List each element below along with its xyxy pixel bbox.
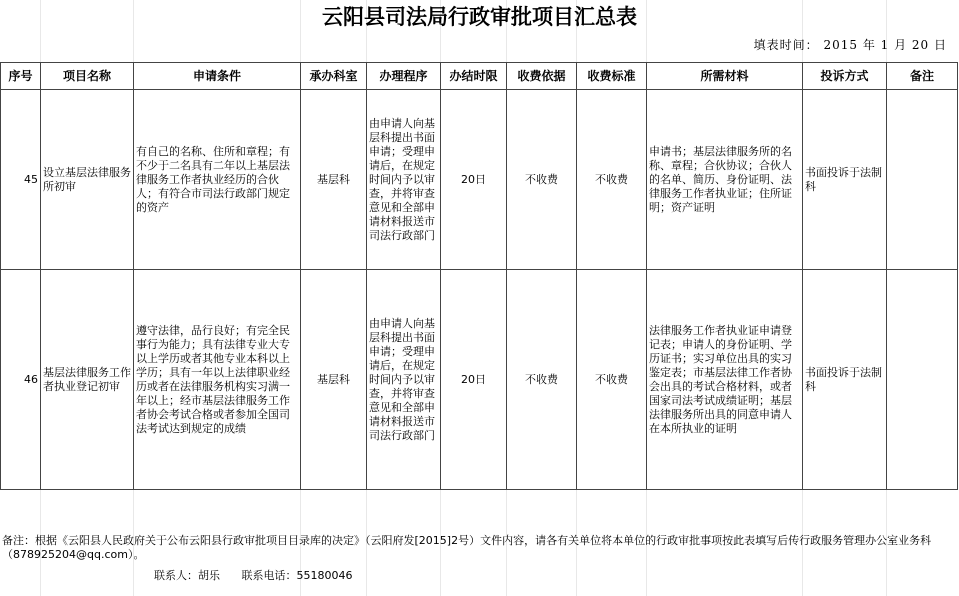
cell-procedure: 由申请人向基层科提出书面申请；受理申请后，在规定时间内予以审查，并将审查意见和全部申请材料报送市司法行政部门 <box>367 270 441 490</box>
header-materials: 所需材料 <box>647 63 803 90</box>
cell-fee-basis: 不收费 <box>507 90 577 270</box>
cell-name: 设立基层法律服务所初审 <box>41 90 134 270</box>
contact-phone: 联系电话：55180046 <box>241 569 353 582</box>
table-row <box>1 90 958 270</box>
header-fee-standard: 收费标准 <box>577 63 647 90</box>
cell-no: 46 <box>1 270 41 490</box>
cell-limit: 20日 <box>441 270 507 490</box>
cell-materials: 申请书；基层法律服务所的名称、章程；合伙协议；合伙人的名单、简历、身份证明、法律服务工作者执业证；住所证明；资产证明 <box>647 90 803 270</box>
cell-fee-basis: 不收费 <box>507 270 577 490</box>
cell-dept: 基层科 <box>301 270 367 490</box>
header-remark: 备注 <box>887 63 958 90</box>
cell-condition: 有自己的名称、住所和章程；有不少于二名具有二年以上基层法律服务工作者执业经历的合伙人；有符合市司法行政部门规定的资产 <box>134 90 301 270</box>
cell-complaint: 书面投诉于法制科 <box>803 270 887 490</box>
cell-dept: 基层科 <box>301 90 367 270</box>
cell-condition: 遵守法律，品行良好；有完全民事行为能力；具有法律专业大专以上学历或者其他专业本科以上学历；具有一年以上法律职业经历或者在法律服务机构实习满一年以上；经市基层法律服务工作者协会考试合格或者参加全国司法考试达到规定的成绩 <box>134 270 301 490</box>
header-fee-basis: 收费依据 <box>507 63 577 90</box>
header-no: 序号 <box>1 63 41 90</box>
contact-info <box>154 567 371 583</box>
header-name: 项目名称 <box>41 63 134 90</box>
header-limit: 办结时限 <box>441 63 507 90</box>
cell-remark <box>887 90 958 270</box>
table-row <box>1 270 958 490</box>
contact-person: 联系人：胡乐 <box>154 569 220 582</box>
cell-no: 45 <box>1 90 41 270</box>
cell-name: 基层法律服务工作者执业登记初审 <box>41 270 134 490</box>
cell-remark <box>887 270 958 490</box>
cell-fee-standard: 不收费 <box>577 270 647 490</box>
header-condition: 申请条件 <box>134 63 301 90</box>
footer-note: 备注：根据《云阳县人民政府关于公布云阳县行政审批项目目录库的决定》（云阳府发[2015]2号）文件内容，请各有关单位将本单位的行政审批事项按此表填写后传行政服务管理办公室业务科（878925204@qq.com）。 <box>2 534 932 561</box>
approval-table <box>0 62 958 490</box>
cell-procedure: 由申请人向基层科提出书面申请；受理申请后，在规定时间内予以审查，并将审查意见和全部申请材料报送市司法行政部门 <box>367 90 441 270</box>
page-title: 云阳县司法局行政审批项目汇总表 <box>322 4 637 29</box>
cell-limit: 20日 <box>441 90 507 270</box>
header-complaint: 投诉方式 <box>803 63 887 90</box>
header-dept: 承办科室 <box>301 63 367 90</box>
fill-date: 填表时间： 2015 年 1 月 20 日 <box>753 38 947 52</box>
header-procedure: 办理程序 <box>367 63 441 90</box>
cell-complaint: 书面投诉于法制科 <box>803 90 887 270</box>
cell-materials: 法律服务工作者执业证申请登记表；申请人的身份证明、学历证书；实习单位出具的实习鉴定表；市基层法律工作者协会出具的考试合格材料，或者国家司法考试成绩证明；基层法律服务所出具的同意申请人在本所执业的证明 <box>647 270 803 490</box>
cell-fee-standard: 不收费 <box>577 90 647 270</box>
table-header-row <box>1 63 958 90</box>
